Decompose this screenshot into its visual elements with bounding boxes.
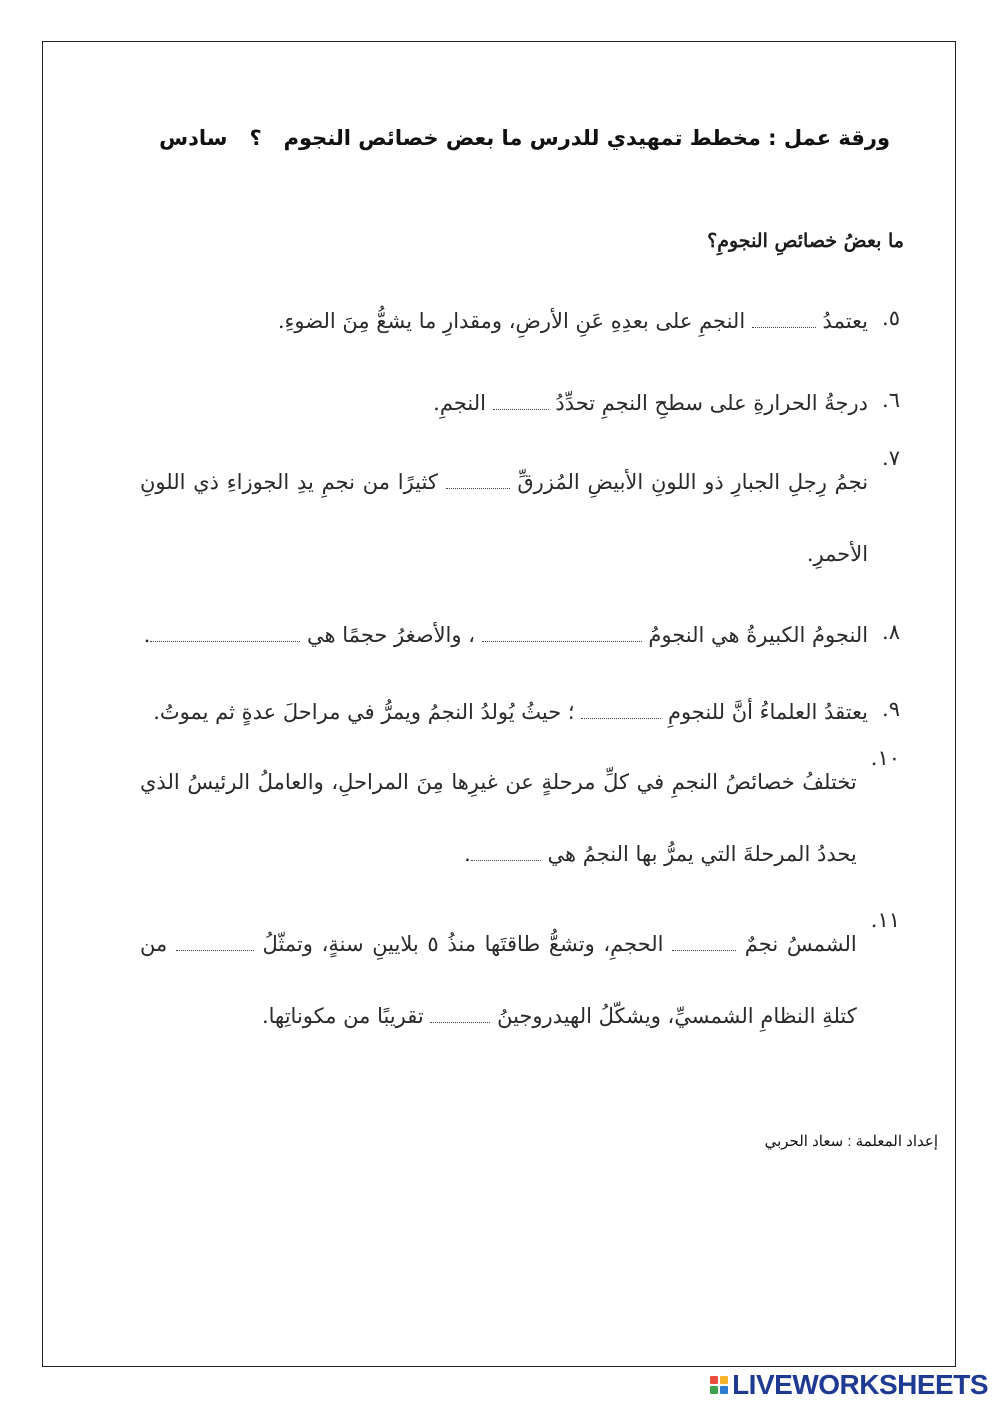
answer-blank[interactable] bbox=[493, 395, 549, 410]
question-text: كثيرًا من نجمِ يدِ الجوزاءِ ذي اللونِ الأحمرِ. bbox=[140, 470, 869, 566]
answer-blank[interactable] bbox=[446, 474, 510, 489]
title-grade: سادس bbox=[159, 126, 228, 150]
question-number: ٦. bbox=[882, 388, 900, 412]
question-text: يعتمدُ bbox=[822, 309, 869, 333]
answer-blank[interactable] bbox=[430, 1008, 490, 1023]
logo-square bbox=[720, 1386, 728, 1394]
question-number: ٥. bbox=[882, 306, 900, 330]
question-number: ١٠. bbox=[870, 746, 900, 770]
question-5 bbox=[140, 306, 900, 336]
question-number: ٧. bbox=[882, 446, 900, 470]
question-number: ١١. bbox=[870, 908, 900, 932]
liveworksheets-logo-icon bbox=[710, 1376, 728, 1394]
question-text: ؛ حيثُ يُولدُ النجمُ ويمرُّ في مراحلَ عدةٍ ثم يموتُ. bbox=[153, 700, 575, 724]
question-text: . bbox=[143, 623, 151, 647]
section-heading: ما بعضُ خصائصِ النجومِ؟ bbox=[707, 230, 904, 252]
worksheet-title bbox=[60, 126, 890, 150]
question-text: . bbox=[464, 842, 471, 866]
question-8 bbox=[140, 620, 900, 650]
question-text: نجمُ رِجلِ الجبارِ ذو اللونِ الأبيضِ المُزرقِّ bbox=[517, 470, 869, 494]
question-text: من كتلةِ النظامِ الشمسيِّ، ويشكّلُ الهيدروجينُ bbox=[140, 932, 857, 1028]
question-text: الحجمِ، وتشعُّ طاقتَها منذُ ٥ بلايينِ سنةٍ، وتمثّلُ bbox=[262, 932, 664, 956]
question-9 bbox=[140, 697, 900, 727]
question-10 bbox=[140, 746, 900, 890]
question-text: النجمِ على بعدِهِ عَنِ الأرضِ، ومقدارِ ما يشعُّ مِنَ الضوءِ. bbox=[277, 309, 746, 333]
answer-blank[interactable] bbox=[672, 936, 736, 951]
question-text: درجةُ الحرارةِ على سطحِ النجمِ تحدِّدُ bbox=[555, 391, 869, 415]
question-7 bbox=[140, 446, 900, 590]
question-6 bbox=[140, 388, 900, 418]
question-number: ٨. bbox=[882, 620, 900, 644]
question-text: النجمِ. bbox=[433, 391, 486, 415]
answer-blank[interactable] bbox=[482, 627, 642, 642]
question-text: الشمسُ نجمٌ bbox=[744, 932, 857, 956]
brand-name: LIVEWORKSHEETS bbox=[732, 1369, 988, 1400]
answer-blank[interactable] bbox=[150, 627, 300, 642]
liveworksheets-brand[interactable] bbox=[710, 1369, 988, 1401]
question-11 bbox=[140, 908, 900, 1052]
question-text: النجومُ الكبيرةُ هي النجومُ bbox=[648, 623, 869, 647]
question-text: تختلفُ خصائصُ النجمِ في كلِّ مرحلةٍ عن غيرِها مِنَ المراحلِ، والعاملُ الرئيسُ الذي يحددُ المرحلةَ التي يمرُّ بها النجمُ هي bbox=[140, 770, 857, 866]
answer-blank[interactable] bbox=[581, 704, 661, 719]
title-main: ورقة عمل : مخطط تمهيدي للدرس ما بعض خصائص النجوم bbox=[283, 126, 890, 150]
question-text: تقريبًا من مكوناتِها. bbox=[261, 1004, 424, 1028]
title-question-mark: ؟ bbox=[249, 126, 262, 150]
answer-blank[interactable] bbox=[471, 846, 541, 861]
author-credit: إعداد المعلمة : سعاد الحربي bbox=[764, 1133, 938, 1150]
question-text: يعتقدُ العلماءُ أنَّ للنجومِ bbox=[667, 700, 869, 724]
answer-blank[interactable] bbox=[752, 313, 816, 328]
logo-square bbox=[710, 1376, 718, 1384]
question-text: ، والأصغرُ حجمًا هي bbox=[307, 623, 475, 647]
question-number: ٩. bbox=[882, 697, 900, 721]
logo-square bbox=[710, 1386, 718, 1394]
answer-blank[interactable] bbox=[176, 936, 254, 951]
logo-square bbox=[720, 1376, 728, 1384]
